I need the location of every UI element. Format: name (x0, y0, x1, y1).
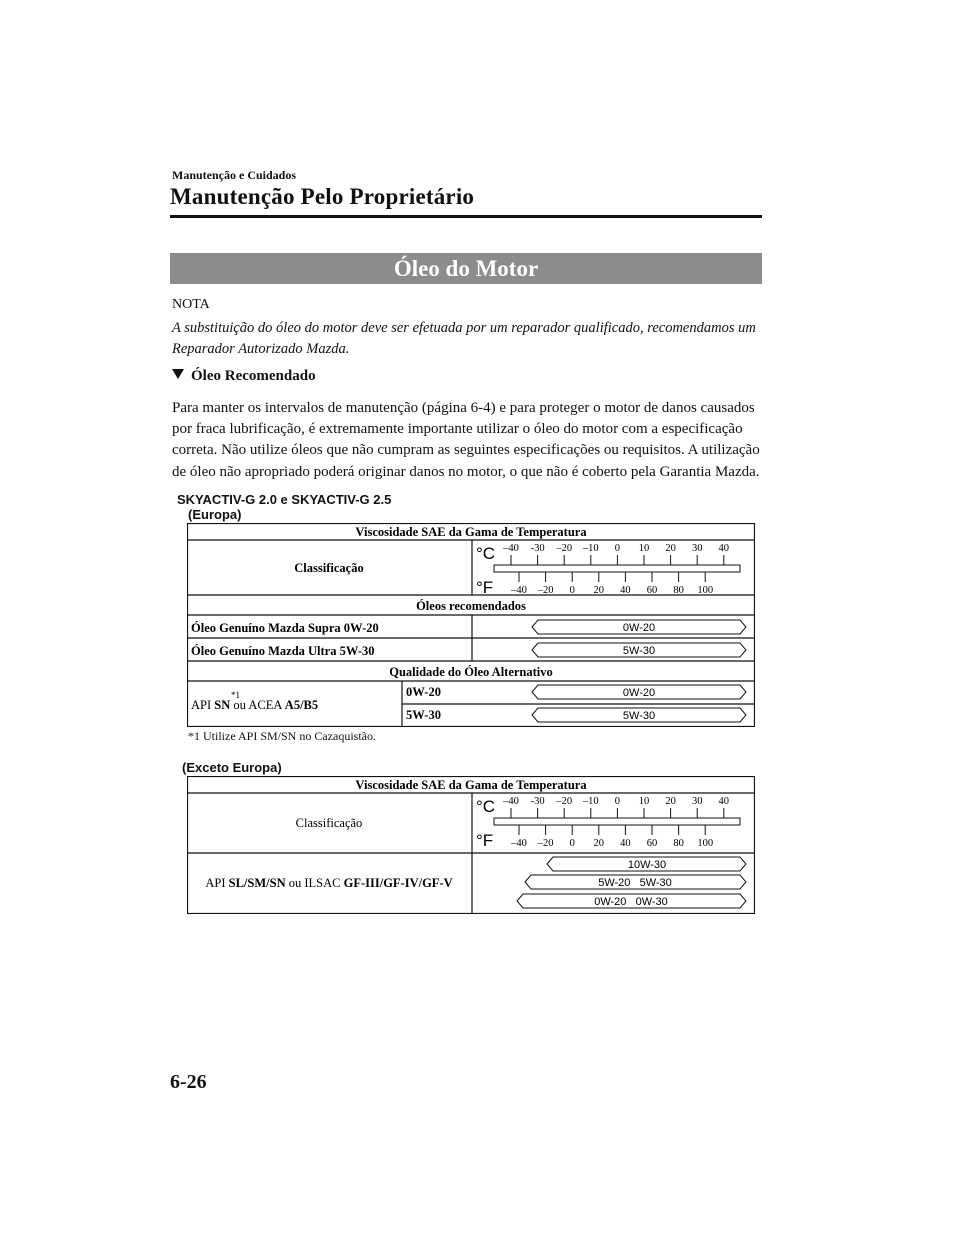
fahrenheit-tick-label: 60 (646, 838, 658, 849)
svg-text:0W-20: 0W-20 (622, 622, 656, 634)
celsius-unit: °C (476, 797, 496, 816)
viscosity-bar (532, 643, 746, 657)
table-header: Viscosidade SAE da Gama de Temperatura (355, 778, 587, 792)
celsius-tick-label: -30 (530, 796, 545, 807)
svg-text:5W-30: 5W-30 (622, 645, 656, 657)
fahrenheit-tick-label: 40 (620, 585, 631, 596)
viscosity-bar (532, 685, 746, 699)
fahrenheit-tick-label: –20 (537, 838, 554, 849)
viscosity-table-europe (187, 523, 755, 727)
celsius-tick-label: 20 (665, 543, 676, 554)
body-text: Para manter os intervalos de manutenção (página 6-4) e para proteger o motor de danos causados por fraca lubrificação, é extremamente importante utilizar o óleo do motor com a especificação correta. Não utilize óleos que não cumpram as seguintes especificações ou requisitos. A utilização de óleo não apropriado poderá originar danos no motor, o que não é coberto pela Garantia Mazda. (172, 400, 760, 480)
subsection-title: Óleo Recomendado (191, 368, 316, 384)
page-number: 6-26 (170, 1071, 207, 1093)
svg-text:0W-20 0W-30: 0W-20 0W-30 (594, 896, 668, 908)
engine-label: SKYACTIV-G 2.0 e SKYACTIV-G 2.5 (177, 492, 392, 507)
celsius-tick-label: 0 (614, 543, 621, 554)
recommended-oil-name: Óleo Genuíno Mazda Ultra 5W-30 (191, 644, 375, 658)
viscosity-bar (532, 620, 746, 634)
svg-text:5W-30: 5W-30 (622, 710, 656, 722)
svg-text:5W-20 5W-30: 5W-20 5W-30 (598, 877, 672, 889)
fahrenheit-tick-label: 100 (697, 585, 714, 596)
svg-text:10W-30: 10W-30 (627, 859, 667, 871)
breadcrumb: Manutenção e Cuidados (172, 168, 297, 182)
viscosity-bar (532, 708, 746, 722)
fahrenheit-tick-label: 20 (593, 838, 605, 849)
fahrenheit-tick-label: 80 (673, 838, 684, 849)
table-header: Viscosidade SAE da Gama de Temperatura (355, 525, 587, 539)
celsius-tick-label: –20 (556, 796, 573, 807)
celsius-tick-label: –10 (582, 543, 599, 554)
viscosity-bar (547, 857, 746, 871)
scale-bar (494, 565, 740, 572)
alternative-spec: API SN ou ACEA A5/B5 (191, 698, 319, 712)
celsius-tick-label: 10 (638, 543, 650, 554)
celsius-tick-label: 40 (718, 543, 730, 554)
viscosity-bar (517, 894, 746, 908)
fahrenheit-tick-label: 40 (620, 838, 631, 849)
note-label: NOTA (172, 297, 210, 312)
celsius-tick-label: 0 (614, 796, 621, 807)
fahrenheit-tick-label: 20 (593, 585, 605, 596)
section-banner: Óleo do Motor (170, 253, 762, 284)
celsius-tick-label: 30 (691, 543, 703, 554)
celsius-tick-label: –10 (582, 796, 599, 807)
classification-label: Classificação (295, 816, 363, 830)
fahrenheit-tick-label: 100 (697, 838, 714, 849)
fahrenheit-unit: °F (476, 578, 494, 597)
fahrenheit-tick-label: 0 (569, 585, 575, 596)
alternative-row-label: 0W-20 (406, 685, 441, 699)
scale-bar (494, 818, 740, 825)
recommended-header: Óleos recomendados (416, 599, 526, 613)
title-rule (170, 215, 762, 218)
spec-label: API SL/SM/SN ou ILSAC GF-III/GF-IV/GF-V (205, 876, 453, 890)
alternative-row-label: 5W-30 (406, 708, 441, 722)
celsius-tick-label: 10 (638, 796, 650, 807)
classification-label: Classificação (294, 561, 364, 575)
celsius-tick-label: -30 (530, 543, 545, 554)
celsius-tick-label: 30 (691, 796, 703, 807)
temperature-scale (476, 796, 740, 850)
page-title: Manutenção Pelo Proprietário (170, 184, 475, 209)
celsius-unit: °C (476, 544, 496, 563)
footnote-marker: *1 (231, 690, 240, 700)
temperature-scale (476, 543, 740, 597)
celsius-tick-label: 20 (665, 796, 676, 807)
fahrenheit-tick-label: –40 (511, 838, 527, 849)
celsius-tick-label: –40 (503, 543, 519, 554)
recommended-oil-name: Óleo Genuíno Mazda Supra 0W-20 (191, 621, 379, 635)
region-other-label: (Exceto Europa) (182, 760, 282, 775)
fahrenheit-unit: °F (476, 831, 494, 850)
triangle-down-icon (172, 369, 184, 379)
celsius-tick-label: –20 (556, 543, 573, 554)
fahrenheit-tick-label: –40 (511, 585, 527, 596)
fahrenheit-tick-label: 0 (569, 838, 575, 849)
svg-text:0W-20: 0W-20 (622, 687, 656, 699)
celsius-tick-label: 40 (718, 796, 730, 807)
viscosity-bar (525, 875, 746, 889)
region-europe-label: (Europa) (188, 507, 242, 522)
subsection-heading (172, 368, 316, 385)
celsius-tick-label: –40 (503, 796, 519, 807)
note-text: A substituição do óleo do motor deve ser efetuada por um reparador qualificado, recomendamos um Reparador Autorizado Mazda. (172, 320, 756, 357)
alternative-header: Qualidade do Óleo Alternativo (389, 665, 553, 679)
viscosity-table-other (187, 776, 755, 914)
fahrenheit-tick-label: –20 (537, 585, 554, 596)
footnote: *1 Utilize API SM/SN no Cazaquistão. (188, 729, 376, 743)
fahrenheit-tick-label: 60 (646, 585, 658, 596)
fahrenheit-tick-label: 80 (673, 585, 684, 596)
